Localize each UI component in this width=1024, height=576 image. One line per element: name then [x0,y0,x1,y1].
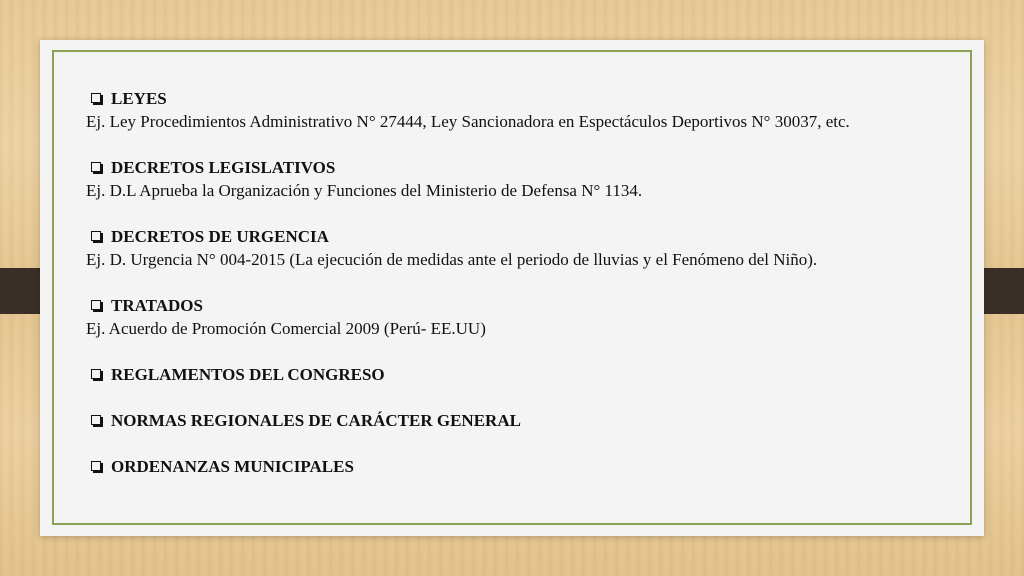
list-item [86,409,966,432]
checkbox-bullet-icon [91,461,101,471]
slide-card [40,40,984,536]
item-heading: LEYES [111,89,167,108]
slide-content [86,87,966,501]
item-heading: ORDENANZAS MUNICIPALES [111,457,354,476]
checkbox-bullet-icon [91,415,101,425]
item-example: Ej. D. Urgencia N° 004-2015 (La ejecución de medidas ante el periodo de lluvias y el Fenómeno del Niño). [86,250,818,269]
item-example: Ej. D.L Aprueba la Organización y Funciones del Ministerio de Defensa N° 1134. [86,181,643,200]
list-item [86,363,966,386]
item-example: Ej. Ley Procedimientos Administrativo N° 27444, Ley Sancionadora en Espectáculos Deportivos N° 30037, etc. [86,112,850,131]
item-heading: TRATADOS [111,296,203,315]
checkbox-bullet-icon [91,93,101,103]
item-heading: NORMAS REGIONALES DE CARÁCTER GENERAL [111,411,521,430]
checkbox-bullet-icon [91,162,101,172]
list-item [86,455,966,478]
item-heading: DECRETOS DE URGENCIA [111,227,329,246]
checkbox-bullet-icon [91,300,101,310]
item-example: Ej. Acuerdo de Promoción Comercial 2009 (Perú- EE.UU) [86,319,486,338]
list-item [86,225,966,271]
list-item [86,87,966,133]
item-heading: DECRETOS LEGISLATIVOS [111,158,336,177]
checkbox-bullet-icon [91,231,101,241]
list-item [86,156,966,202]
checkbox-bullet-icon [91,369,101,379]
item-heading: REGLAMENTOS DEL CONGRESO [111,365,385,384]
list-item [86,294,966,340]
